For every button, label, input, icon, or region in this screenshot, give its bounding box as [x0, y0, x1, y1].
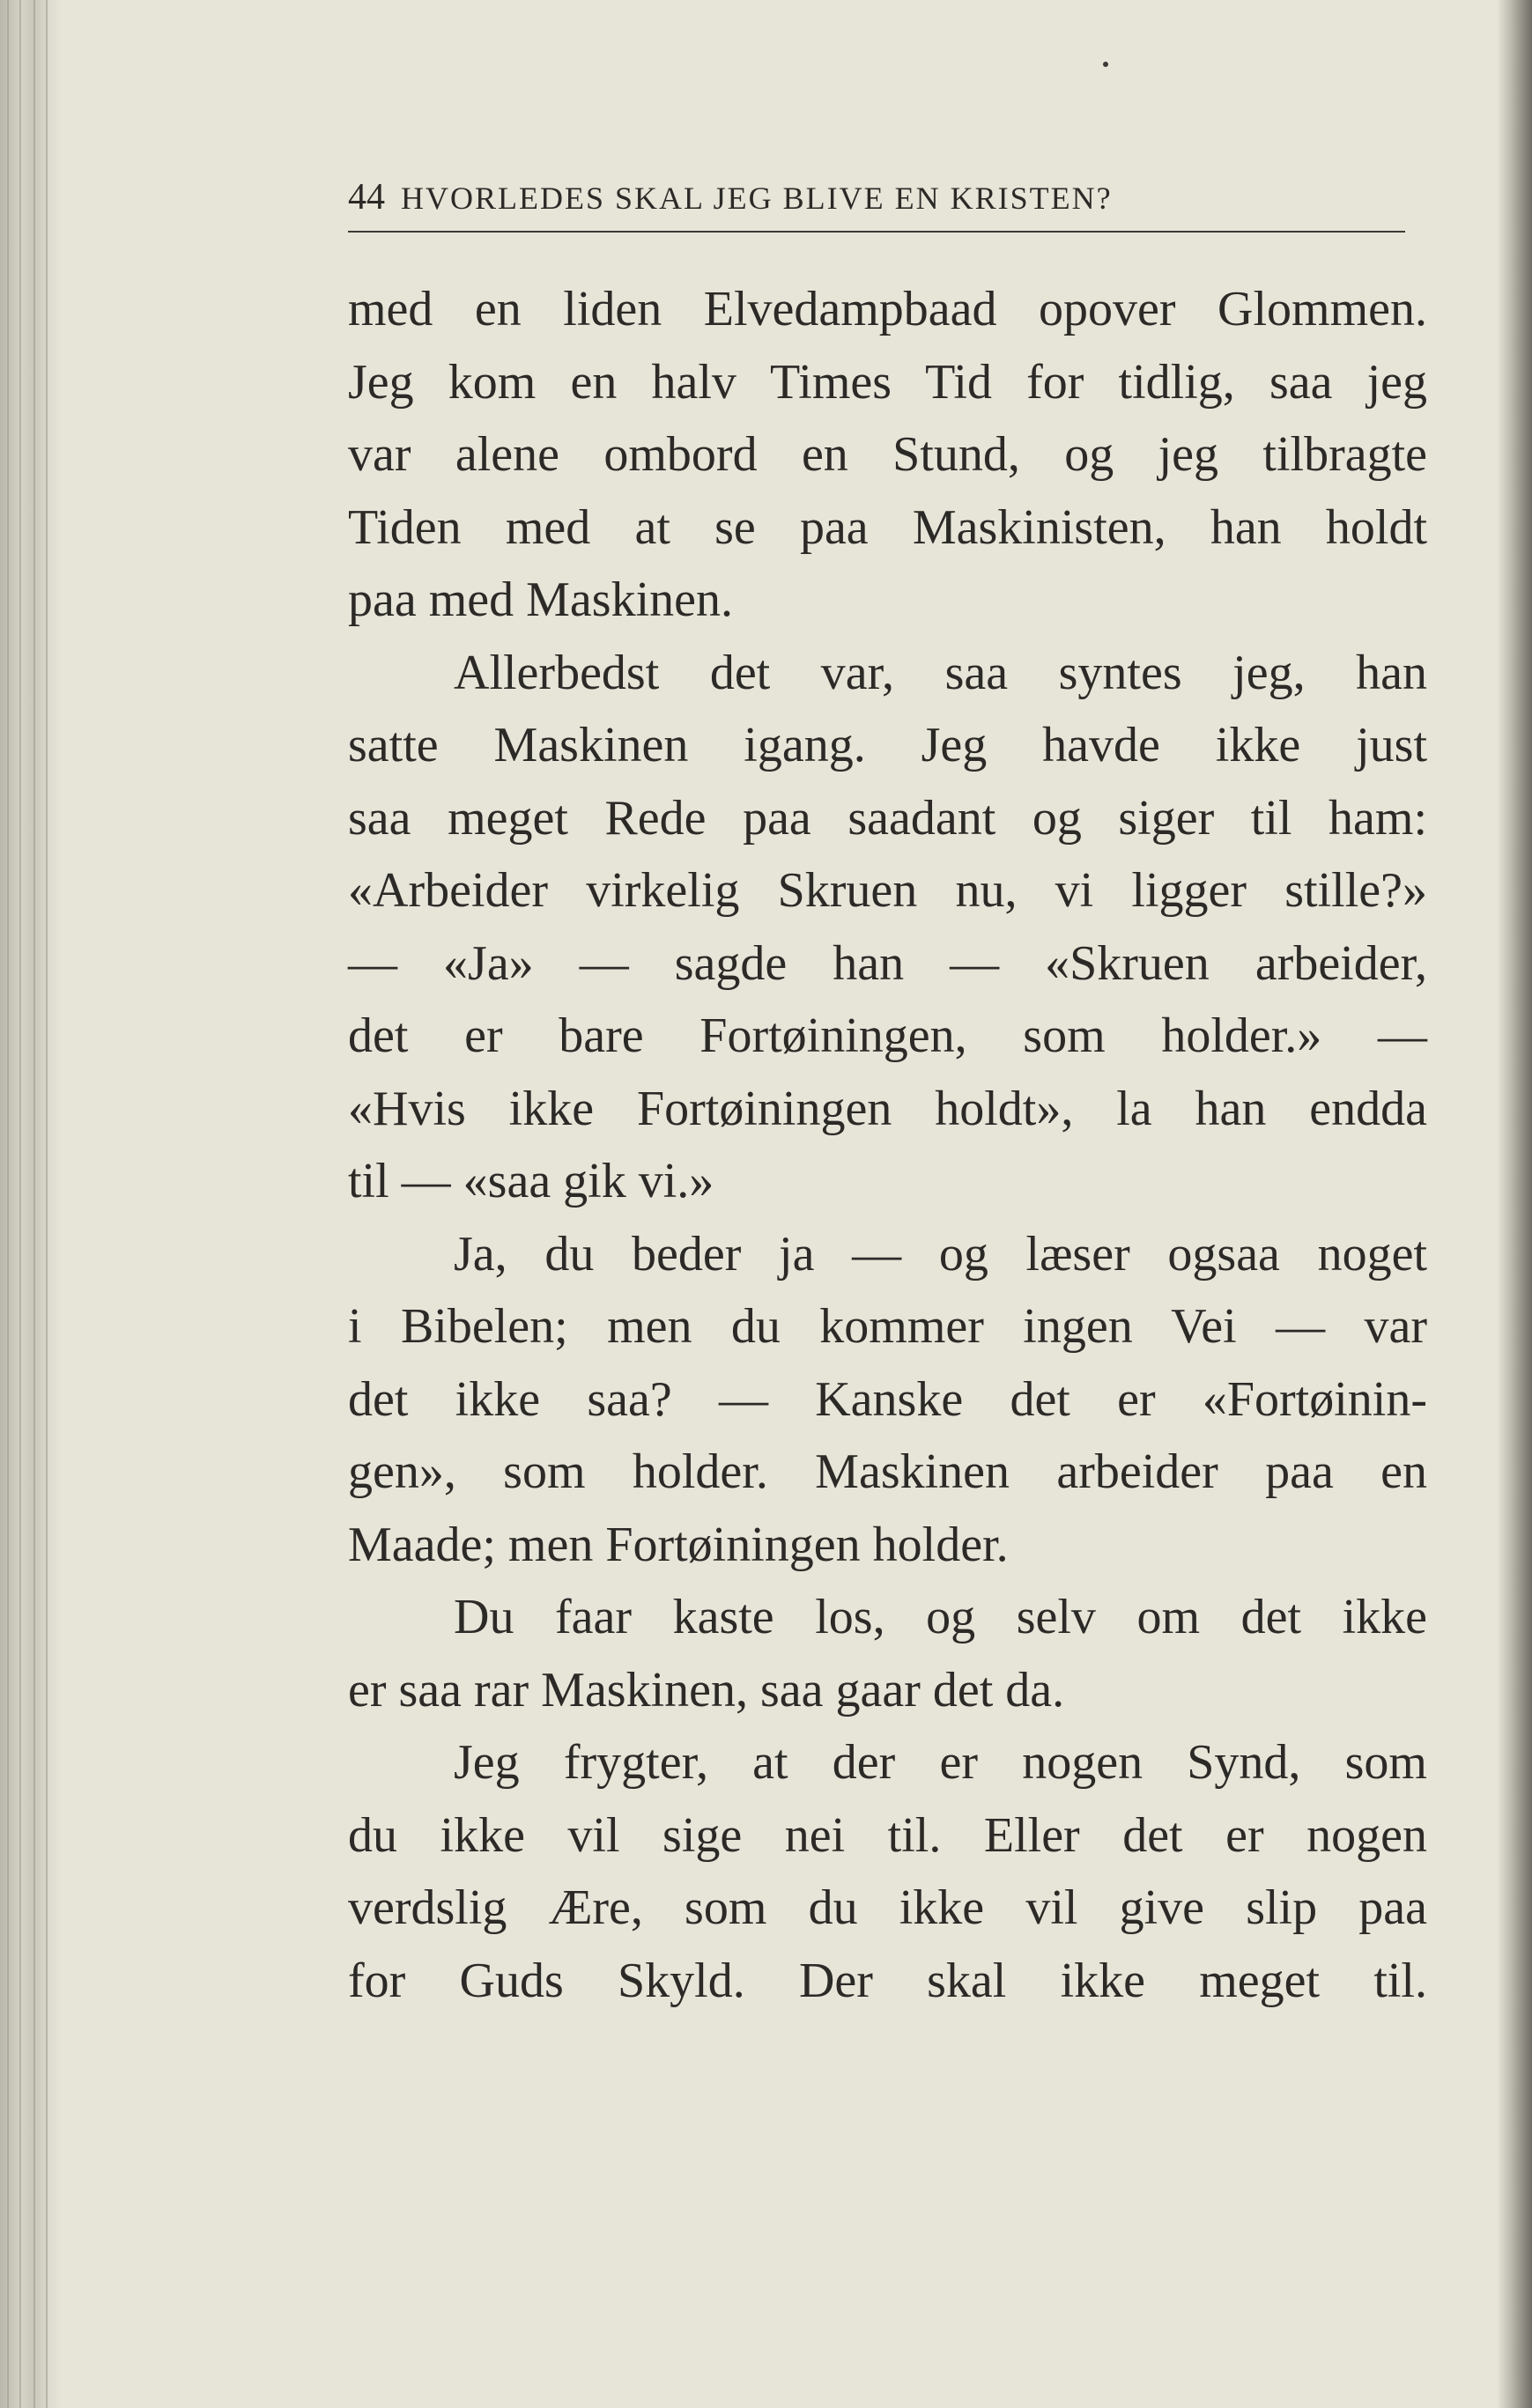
text-line: i Bibelen; men du kommer ingen Vei — var — [348, 1299, 1427, 1354]
text-line: saa meget Rede paa saadant og siger til ham: — [348, 790, 1427, 846]
text-line: Tiden med at se paa Maskinisten, han holdt — [348, 499, 1427, 555]
text-line: til — «saa gik vi.» — [348, 1154, 714, 1208]
text-line: det er bare Fortøiningen, som holder.» — — [348, 1008, 1427, 1063]
text-line: gen», som holder. Maskinen arbeider paa en — [348, 1444, 1427, 1499]
text-line: er saa rar Maskinen, saa gaar det da. — [348, 1662, 1065, 1717]
text-line: verdslig Ære, som du ikke vil give slip paa — [348, 1880, 1427, 1935]
text-line: «Arbeider virkelig Skruen nu, vi ligger stille?» — [348, 863, 1427, 918]
book-page — [348, 176, 1427, 2017]
text-line: det ikke saa? — Kanske det er «Fortøinin- — [348, 1371, 1427, 1427]
body-text — [348, 273, 1427, 2017]
text-line: var alene ombord en Stund, og jeg tilbragte — [348, 427, 1427, 482]
book-binding-gutter — [0, 0, 62, 2408]
text-line: du ikke vil sige nei til. Eller det er nogen — [348, 1807, 1427, 1863]
text-line: for Guds Skyld. Der skal ikke meget til. — [348, 1953, 1427, 2008]
page-edge-shadow — [1497, 0, 1532, 2408]
running-head — [348, 176, 1405, 233]
text-line: Maade; men Fortøiningen holder. — [348, 1517, 1009, 1572]
text-line: satte Maskinen igang. Jeg havde ikke just — [348, 718, 1427, 772]
text-line: «Hvis ikke Fortøiningen holdt», la han endda — [348, 1081, 1427, 1136]
text-line: — «Ja» — sagde han — «Skruen arbeider, — [348, 935, 1427, 991]
text-line: paa med Maskinen. — [348, 572, 733, 627]
text-line: Jeg frygter, at der er nogen Synd, som — [454, 1735, 1427, 1790]
ink-speck — [1103, 62, 1108, 67]
running-title: HVORLEDES SKAL JEG BLIVE EN KRISTEN? — [401, 181, 1113, 216]
text-line: Ja, du beder ja — og læser ogsaa noget — [454, 1226, 1427, 1282]
text-line: Allerbedst det var, saa syntes jeg, han — [454, 645, 1427, 700]
page-number: 44 — [348, 177, 385, 218]
text-line: med en liden Elvedampbaad opover Glommen. — [348, 282, 1427, 336]
text-line: Du faar kaste los, og selv om det ikke — [454, 1590, 1427, 1644]
text-line: Jeg kom en halv Times Tid for tidlig, saa jeg — [348, 354, 1427, 410]
